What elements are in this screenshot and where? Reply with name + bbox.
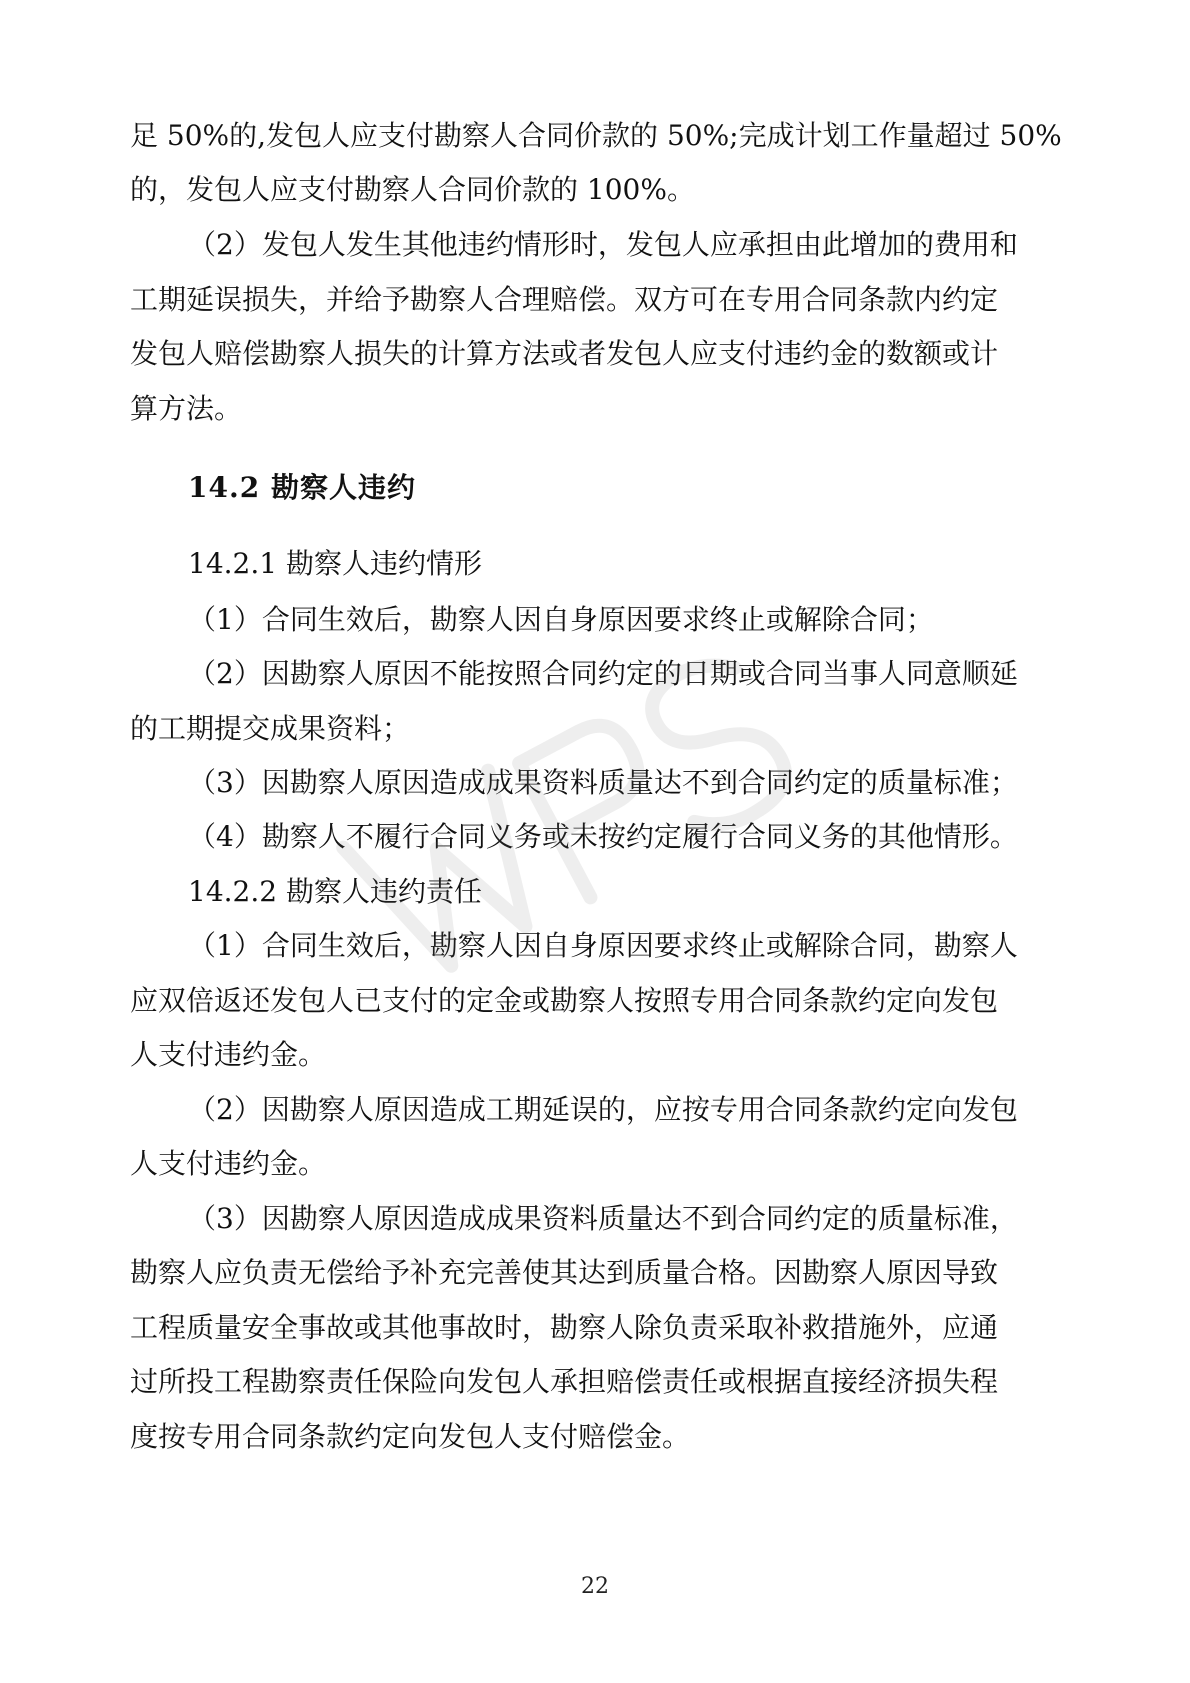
body-line-13: 应双倍返还发包人已支付的定金或勘察人按照专用合同条款约定向发包 bbox=[130, 984, 999, 1017]
body-line-7: （1）合同生效后，勘察人因自身原因要求终止或解除合同； bbox=[188, 603, 934, 636]
body-line-6: 算方法。 bbox=[130, 392, 243, 425]
body-line-20: 过所投工程勘察责任保险向发包人承担赔偿责任或根据直接经济损失程 bbox=[130, 1365, 999, 1398]
body-line-17: （3）因勘察人原因造成成果资料质量达不到合同约定的质量标准， bbox=[188, 1202, 1018, 1235]
subsection-heading-14-2-2: 14.2.2 勘察人违约责任 bbox=[188, 875, 482, 908]
body-line-8: （2）因勘察人原因不能按照合同约定的日期或合同当事人同意顺延 bbox=[188, 657, 1018, 690]
body-line-14: 人支付违约金。 bbox=[130, 1038, 327, 1071]
body-line-3: （2）发包人发生其他违约情形时，发包人应承担由此增加的费用和 bbox=[188, 228, 1018, 261]
body-line-2: 的，发包人应支付勘察人合同价款的 100%。 bbox=[130, 173, 695, 206]
body-line-19: 工程质量安全事故或其他事故时，勘察人除负责采取补救措施外，应通 bbox=[130, 1311, 999, 1344]
body-line-10: （3）因勘察人原因造成成果资料质量达不到合同约定的质量标准； bbox=[188, 766, 1018, 799]
body-line-15: （2）因勘察人原因造成工期延误的，应按专用合同条款约定向发包 bbox=[188, 1093, 1018, 1126]
body-line-18: 勘察人应负责无偿给予补充完善使其达到质量合格。因勘察人原因导致 bbox=[130, 1256, 999, 1289]
body-line-9: 的工期提交成果资料； bbox=[130, 712, 411, 745]
body-line-5: 发包人赔偿勘察人损失的计算方法或者发包人应支付违约金的数额或计 bbox=[130, 337, 999, 370]
body-line-11: （4）勘察人不履行合同义务或未按约定履行合同义务的其他情形。 bbox=[188, 820, 1018, 853]
page-number: 22 bbox=[581, 1574, 609, 1599]
body-line-12: （1）合同生效后，勘察人因自身原因要求终止或解除合同，勘察人 bbox=[188, 929, 1018, 962]
body-line-16: 人支付违约金。 bbox=[130, 1147, 327, 1180]
body-line-1: 足 50%的,发包人应支付勘察人合同价款的 50%;完成计划工作量超过 50% bbox=[130, 119, 1062, 152]
subsection-heading-14-2-1: 14.2.1 勘察人违约情形 bbox=[188, 547, 482, 580]
body-line-21: 度按专用合同条款约定向发包人支付赔偿金。 bbox=[130, 1420, 691, 1453]
body-line-4: 工期延误损失，并给予勘察人合理赔偿。双方可在专用合同条款内约定 bbox=[130, 283, 999, 316]
section-heading-14-2: 14.2 勘察人违约 bbox=[188, 471, 416, 504]
